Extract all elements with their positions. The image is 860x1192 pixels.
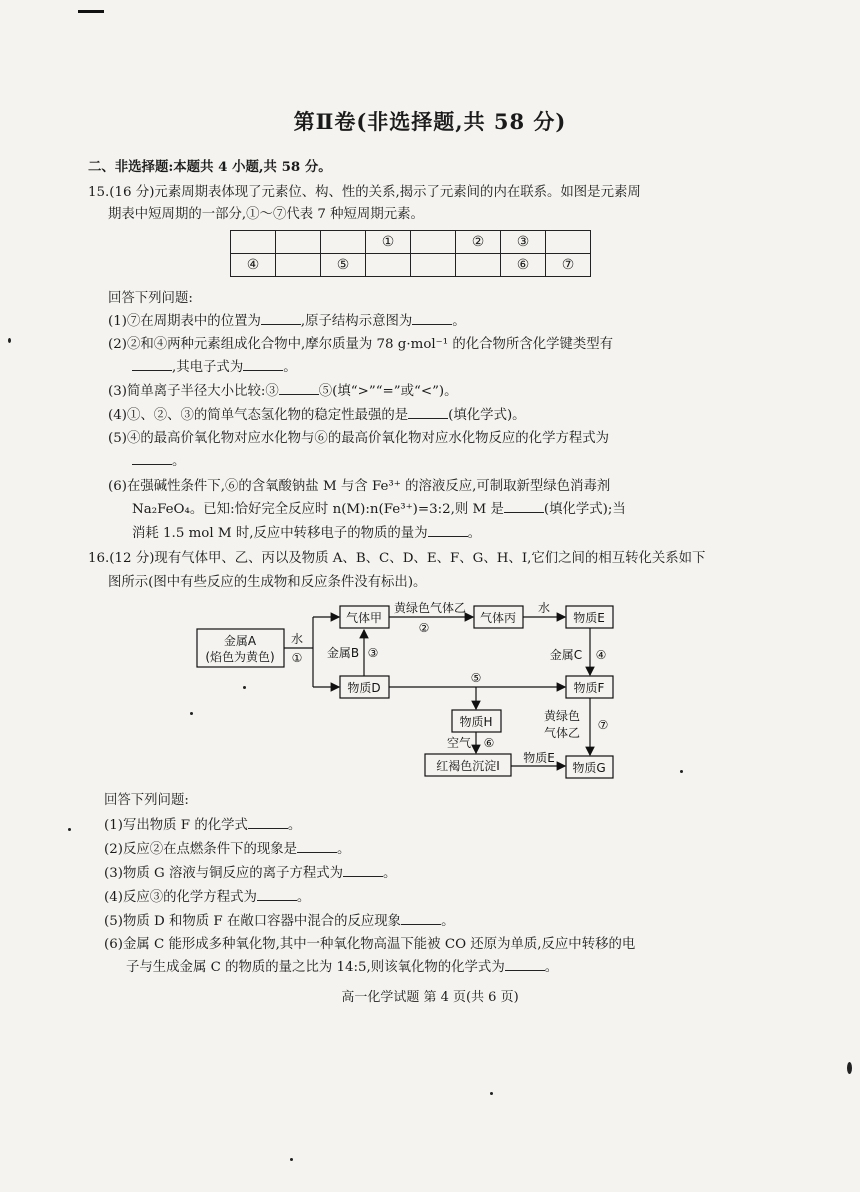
q15-stem-line2: 期表中短周期的一部分,①～⑦代表 7 种短周期元素。 — [108, 207, 424, 222]
label-metal-a-1: 金属A — [223, 634, 257, 648]
pt-cell: ② — [456, 231, 501, 254]
label-gas-yi: 气体乙 — [543, 726, 581, 740]
q16-sub1-text-b: 。 — [287, 818, 302, 833]
section-title: 第Ⅱ卷(非选择题,共 58 分) — [293, 109, 567, 134]
answer-blank[interactable] — [257, 888, 297, 901]
scan-speck — [680, 770, 683, 773]
q16-sub4-text-b: 。 — [296, 890, 311, 905]
q15-answer-prompt: 回答下列问题: — [108, 291, 193, 306]
label-precip-i: 红褐色沉淀I — [436, 759, 500, 773]
label-metal-c: 金属C — [549, 648, 583, 662]
label-r6: ⑥ — [483, 736, 495, 750]
q16-sub6-text-b: 子与生成金属 C 的物质的量之比为 14:5,则该氧化物的化学式为 — [126, 960, 505, 975]
q15-sub4-text-b: (填化学式)。 — [448, 408, 526, 423]
answer-blank[interactable] — [248, 816, 288, 829]
q16-sub3-text-b: 。 — [383, 866, 397, 881]
q16-sub3-text-a: (3)物质 G 溶液与铜反应的离子方程式为 — [104, 866, 344, 881]
q15-sub1-text-c: 。 — [452, 314, 466, 329]
label-water: 水 — [290, 632, 304, 646]
q16-sub1-text-a: (1)写出物质 F 的化学式 — [104, 818, 248, 833]
label-subst-e: 物质E — [573, 611, 605, 625]
scan-speck — [847, 1062, 852, 1074]
q15-sub2-text-b: ,其电子式为 — [172, 360, 244, 375]
scan-speck — [290, 1158, 293, 1161]
page-footer: 高一化学试题 第 4 页(共 6 页) — [341, 990, 519, 1005]
answer-blank[interactable] — [297, 840, 337, 853]
label-gas-bing: 气体丙 — [479, 611, 517, 625]
label-r3: ③ — [367, 646, 379, 660]
answer-blank[interactable] — [505, 958, 545, 971]
label-subst-f: 物质F — [573, 681, 605, 695]
q16-sub2-text-a: (2)反应②在点燃条件下的现象是 — [104, 842, 298, 857]
q15-sub6-text-c: (填化学式);当 — [543, 502, 626, 517]
pt-cell: ⑤ — [321, 254, 366, 277]
q16-sub6-text-c: 。 — [544, 960, 559, 975]
q16-sub3 — [104, 864, 396, 883]
q15-sub5-text-b: 。 — [172, 454, 186, 469]
label-gas-yi-top: 黄绿色气体乙 — [393, 601, 467, 615]
q15-sub2-line1: (2)②和④两种元素组成化合物中,摩尔质量为 78 g·mol⁻¹ 的化合物所含化学键类型有 — [108, 337, 614, 352]
q15-sub2-text-c: 。 — [283, 360, 297, 375]
scan-speck — [490, 1092, 493, 1095]
label-air: 空气 — [446, 736, 472, 750]
q16-sub2-text-b: 。 — [337, 842, 351, 857]
label-subst-g: 物质G — [572, 761, 606, 775]
pt-cell: ① — [366, 231, 411, 254]
q16-stem-line2: 图所示(图中有些反应的生成物和反应条件没有标出)。 — [108, 575, 427, 590]
q16-sub5 — [104, 912, 454, 931]
answer-blank[interactable] — [343, 864, 383, 877]
label-subst-h: 物质H — [459, 715, 493, 729]
q16-sub4 — [104, 888, 310, 907]
q15-sub5-line1: (5)④的最高价氧化物对应水化物与⑥的最高价氧化物对应水化物反应的化学方程式为 — [108, 431, 610, 446]
q15-sub3-text-b: ⑤(填“>”“=”或“<”)。 — [318, 384, 458, 399]
q16-stem-line1: 16.(12 分)现有气体甲、乙、丙以及物质 A、B、C、D、E、F、G、H、I,它们之间的相互转化关系如下 — [88, 551, 706, 566]
q16-sub2 — [104, 840, 350, 859]
q16-sub5-text-b: 。 — [441, 914, 455, 929]
label-r5: ⑤ — [470, 671, 482, 685]
q15-sub6-text-d: 消耗 1.5 mol M 时,反应中转移电子的物质的量为 — [132, 526, 428, 541]
part2-heading: 二、非选择题:本题共 4 小题,共 58 分。 — [88, 159, 332, 175]
label-gas-jia: 气体甲 — [345, 611, 383, 625]
scan-speck — [68, 828, 71, 831]
q15-sub3-text-a: (3)简单离子半径大小比较:③ — [108, 384, 279, 399]
label-water2: 水 — [537, 601, 551, 615]
label-r4: ④ — [595, 648, 607, 662]
q16-sub6-line2 — [126, 958, 558, 977]
label-r7: ⑦ — [597, 718, 609, 732]
q15-stem-line1: 15.(16 分)元素周期表体现了元素位、构、性的关系,揭示了元素间的内在联系。如图是元素周 — [88, 185, 641, 200]
q15-sub6-text-b: Na₂FeO₄。已知:恰好完全反应时 n(M):n(Fe³⁺)=3:2,则 M 是 — [132, 502, 504, 517]
q15-sub1-text-b: ,原子结构示意图为 — [300, 314, 413, 329]
pt-cell: ④ — [231, 254, 276, 277]
label-subst-e2: 物质E — [523, 751, 555, 765]
label-subst-d: 物质D — [347, 681, 381, 695]
q16-sub1 — [104, 816, 301, 835]
scan-speck — [8, 338, 11, 343]
label-r2: ② — [418, 621, 430, 635]
label-metal-a-2: (焰色为黄色) — [205, 650, 275, 664]
q15-sub6-line1: (6)在强碱性条件下,⑥的含氧酸钠盐 M 与含 Fe³⁺ 的溶液反应,可制取新型绿色消毒剂 — [108, 479, 611, 494]
q16-sub6-line1: (6)金属 C 能形成多种氧化物,其中一种氧化物高温下能被 CO 还原为单质,反应中转移的电 — [104, 937, 636, 952]
q16-sub5-text-a: (5)物质 D 和物质 F 在敞口容器中混合的反应现象 — [104, 914, 402, 929]
label-metal-b: 金属B — [326, 646, 360, 660]
label-r1: ① — [291, 651, 303, 665]
q16-sub4-text-a: (4)反应③的化学方程式为 — [104, 890, 257, 905]
pt-cell: ③ — [501, 231, 546, 254]
q15-sub4-text-a: (4)①、②、③的简单气态氢化物的稳定性最强的是 — [108, 408, 409, 423]
pt-cell: ⑥ — [501, 254, 546, 277]
scan-speck — [243, 686, 246, 689]
pt-cell: ⑦ — [546, 254, 591, 277]
q16-answer-prompt: 回答下列问题: — [104, 793, 189, 808]
label-yellow-green: 黄绿色 — [543, 709, 581, 723]
answer-blank[interactable] — [401, 912, 441, 925]
q15-sub1-text-a: (1)⑦在周期表中的位置为 — [108, 314, 261, 329]
scan-speck — [190, 712, 193, 715]
q15-sub6-text-e: 。 — [467, 526, 481, 541]
